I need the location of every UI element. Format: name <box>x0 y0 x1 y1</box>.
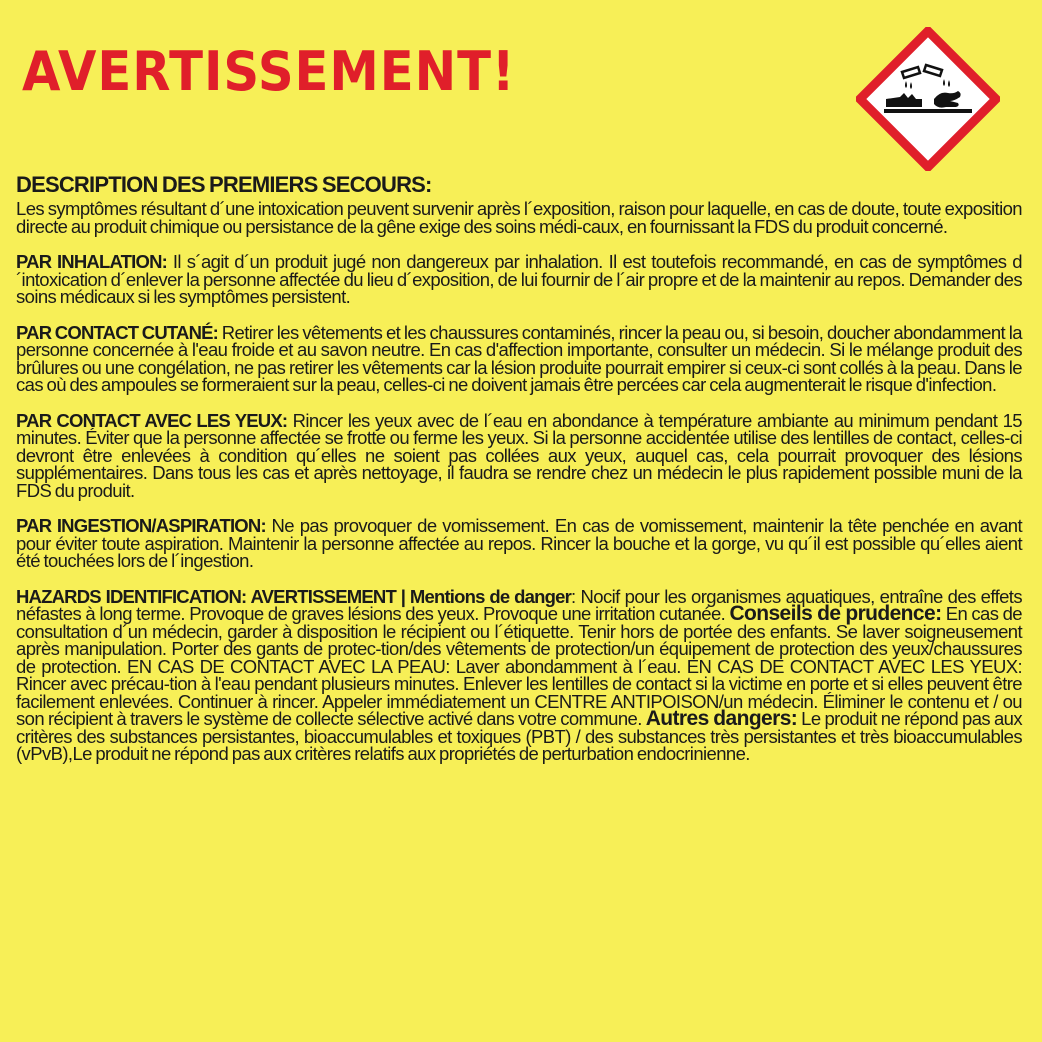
hazards-section <box>16 585 1023 764</box>
hazards-label: HAZARDS IDENTIFICATION: AVERTISSEMENT | Mentions de danger <box>16 585 572 607</box>
ingestion-text: Ne pas provoquer de vomissement. En cas de vomissement, maintenir la tête penchée en avant pour éviter toute aspiration. Maintenir la personne affectée au repos. Rincer la bouche et la gorge, vu qu´il est possible qu´elles aient été touchées lors de l´ingestion. <box>16 515 1023 571</box>
skin-contact-text: Retirer les vêtements et les chaussures contaminés, rincer la peau ou, si besoin, doucher abondamment la personne concernée à l'eau froide et au savon neutre. En cas d'affection importante, consulter un médecin. Si le mélange produit des brûlures ou une congélation, ne pas retirer les vêtements car la lésion produite pourrait empirer si ceux-ci sont collés à la peau. Dans le cas où des ampoules se formeraient sur la peau, celles-ci ne doivent jamais être percées car cela augmenterait le risque d'infection. <box>16 321 1022 395</box>
first-aid-heading: DESCRIPTION DES PREMIERS SECOURS: <box>16 172 432 197</box>
eye-contact-label: PAR CONTACT AVEC LES YEUX: <box>16 409 288 431</box>
eye-contact-section <box>16 409 1022 501</box>
other-hazards-label: Autres dangers: <box>645 707 798 730</box>
document-body <box>16 170 1022 763</box>
hazards-text: : Nocif pour les organismes aquatiques, entraîne des effets néfastes à long terme. Provoque de graves lésions des yeux. Provoque une irritation cutanée. <box>16 585 1022 624</box>
inhalation-label: PAR INHALATION: <box>16 251 167 272</box>
prudence-label: Conseils de prudence: <box>729 602 942 625</box>
first-aid-intro: Les symptômes résultant d´une intoxication peuvent survenir après l´exposition, raison pour laquelle, en cas de doute, toute exposition directe au produit chimique ou persistance de la gêne exige des soins médi-caux, en fournissant la FDS du produit concerné. <box>16 198 1022 237</box>
corrosive-ghs05-icon <box>856 27 1000 171</box>
inhalation-section <box>16 253 1022 306</box>
ingestion-label: PAR INGESTION/ASPIRATION: <box>16 515 266 536</box>
prudence-text: En cas de consultation d´un médecin, garder à disposition le récipient ou l´étiquette. Tenir hors de portée des enfants. Se laver soigneusement après manipulation. Porter des gants de protec-tion/des vêtements de protection/un équipement de protection des yeux/chaussures de protection. EN CAS DE CONTACT AVEC LA PEAU: Laver abondamment à l´eau. EN CAS DE CONTACT AVEC LES YEUX: Rincer avec précau-tion à l'eau pendant plusieurs minutes. Enlever les lentilles de contact si la victime en porte et si elles peuvent être facilement enlevées. Continuer à rincer. Appeler immédiatement un CENTRE ANTIPOISON/un médecin. Éliminer le contenu et / ou son récipient à travers le système de collecte sélective activé dans votre commune. <box>16 603 1022 729</box>
skin-contact-section <box>16 321 1022 395</box>
eye-contact-text: Rincer les yeux avec de l´eau en abondance à température ambiante au minimum pendant 15 minutes. Éviter que la personne affectée se frotte ou ferme les yeux. Si la personne accidentée utilise des lentilles de contact, celles-ci devront être enlevées à condition qu´elles ne soient pas collées aux yeux, auquel cas, cela pourrait provoquer des lésions supplémentaires. Dans tous les cas et après nettoyage, il faudra se rendre chez un médecin le plus rapidement possible muni de la FDS du produit. <box>16 409 1022 501</box>
page-title: AVERTISSEMENT! <box>22 40 516 103</box>
other-hazards-text: Le produit ne répond pas aux critères des substances persistantes, bioaccumulables et toxiques (PBT) / des substances très persistantes et très bioaccumulables (vPvB),Le produit ne répond pas aux critères relatifs aux propriétés de perturbation endocrinienne. <box>16 708 1023 764</box>
skin-contact-label: PAR CONTACT CUTANÉ: <box>16 321 219 343</box>
inhalation-text: Il s´agit d´un produit jugé non dangereux par inhalation. Il est toutefois recommandé, en cas de symptômes d´intoxication d´enlever la personne affectée du lieu d´exposition, de lui fournir de l´air propre et de la maintenir au repos. Demander des soins médicaux si les symptômes persistent. <box>16 251 1022 307</box>
ingestion-section <box>16 517 1022 570</box>
